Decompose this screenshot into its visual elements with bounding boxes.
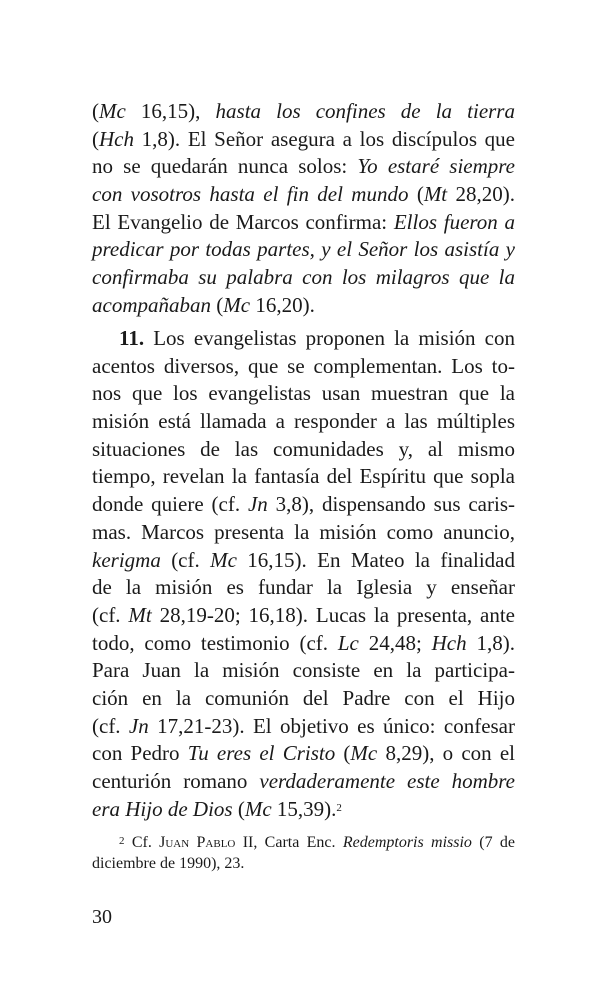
- text-run: (: [92, 126, 99, 151]
- text-line: [92, 547, 515, 575]
- citation-abbrev: Mc: [210, 547, 237, 572]
- text-run: 8,29), o con el: [377, 741, 516, 766]
- text-run: misión está llamada a responder a las múltiples: [92, 409, 515, 434]
- text-line: [92, 491, 515, 519]
- text-run: 16,15),: [125, 99, 216, 123]
- text-run: 1,8).: [466, 630, 515, 655]
- citation-abbrev: Jn: [247, 492, 268, 517]
- text-run: Cf.: [124, 834, 160, 851]
- text-run: (cf.: [92, 713, 129, 738]
- text-line: [92, 436, 515, 464]
- text-run: 16,20).: [250, 292, 315, 317]
- citation-abbrev: Jn: [128, 713, 149, 738]
- page-number: 30: [92, 906, 112, 928]
- quotation: Yo estaré siempre: [357, 154, 516, 179]
- paragraph-number: 11.: [119, 326, 145, 350]
- quotation: Ellos fueron a: [393, 209, 516, 234]
- text-run: 28,19-20; 16,18). Lucas la presenta, ante: [151, 602, 515, 627]
- text-line: [92, 325, 515, 353]
- citation-abbrev: Mt: [128, 602, 152, 627]
- citation-abbrev: Mt: [423, 182, 448, 207]
- quotation: hasta los confines de la tierra: [215, 99, 515, 123]
- text-run: El Evangelio de Marcos confirma:: [92, 209, 394, 234]
- text-run: (7 de: [471, 834, 516, 851]
- emphasis: kerigma: [92, 547, 161, 572]
- text-run: 17,21-23). El objetivo es único: confesar: [148, 713, 515, 738]
- text-run: 16,15). En Mateo la finalidad: [236, 547, 515, 572]
- text-run: 3,8), dispensando sus caris-: [267, 492, 515, 517]
- citation-abbrev: Mc: [350, 741, 378, 766]
- text-run: (cf.: [160, 547, 211, 572]
- quotation: verdaderamente este hombre: [259, 769, 515, 793]
- text-line: [92, 713, 515, 741]
- footnote-reference[interactable]: 2: [336, 801, 342, 814]
- text-run: 24,48;: [358, 630, 432, 655]
- text-line: [92, 657, 515, 685]
- citation-abbrev: Mc: [244, 796, 272, 821]
- text-run: 1,8). El Señor asegura a los discípulos que: [134, 126, 515, 151]
- text-run: (: [232, 796, 245, 821]
- footnote-marker: 2: [119, 835, 125, 847]
- text-run: de la misión es fundar la Iglesia y enseñar: [92, 575, 515, 600]
- paragraph-11: [92, 325, 515, 823]
- text-run: centurión romano: [92, 769, 260, 793]
- text-line: [92, 153, 515, 181]
- text-line: [92, 740, 515, 768]
- text-run: Los evangelistas proponen la misión con: [144, 326, 515, 350]
- text-run: Para Juan la misión consiste en la participa-: [92, 658, 515, 683]
- text-line: [92, 574, 515, 602]
- text-line: [92, 353, 515, 381]
- text-line: [92, 685, 515, 713]
- citation-abbrev: Hch: [99, 126, 134, 151]
- text-run: (: [408, 182, 424, 207]
- text-line: [92, 630, 515, 658]
- text-line: [92, 463, 515, 491]
- footnote: [92, 832, 515, 874]
- paragraph-continuation: [92, 98, 515, 320]
- text-run: donde quiere (cf.: [92, 492, 248, 517]
- text-line: [92, 796, 515, 824]
- quotation: con vosotros hasta el fin del mundo: [92, 182, 409, 207]
- document-title: Redemptoris missio: [342, 834, 472, 851]
- text-line: [92, 408, 515, 436]
- text-line: [92, 602, 515, 630]
- text-run: (: [211, 292, 224, 317]
- footnote-line: [92, 832, 515, 853]
- quotation: era Hijo de Dios: [92, 796, 233, 821]
- text-line: [92, 236, 515, 264]
- quotation: confirmaba su palabra con los milagros que la: [92, 265, 515, 290]
- text-line: [92, 126, 515, 154]
- text-run: 15,39).: [271, 796, 337, 821]
- author-name: Juan Pablo: [159, 834, 236, 851]
- citation-abbrev: Mc: [99, 99, 126, 123]
- text-run: con Pedro: [92, 741, 188, 766]
- text-run: ción en la comunión del Padre con el Hijo: [92, 685, 515, 710]
- footnote-line: [92, 853, 515, 874]
- quotation: acompañaban: [92, 292, 211, 317]
- citation-abbrev: Mc: [223, 292, 251, 317]
- text-line: [92, 380, 515, 408]
- text-run: acentos diversos, que se complementan. Los to-: [92, 353, 515, 378]
- text-run: mas. Marcos presenta la misión como anuncio,: [92, 519, 515, 544]
- text-line: [92, 768, 515, 796]
- text-line: [92, 209, 515, 237]
- text-run: (: [335, 741, 351, 766]
- text-run: tiempo, revelan la fantasía del Espíritu que sopla: [92, 464, 515, 489]
- text-run: situaciones de las comunidades y, al mismo: [92, 436, 515, 461]
- quotation: predicar por todas partes, y el Señor los asistía y: [92, 237, 515, 262]
- text-run: no se quedarán nunca solos:: [92, 154, 358, 179]
- text-line: [92, 292, 515, 320]
- text-line: [92, 181, 515, 209]
- citation-abbrev: Hch: [431, 630, 467, 655]
- text-line: [92, 519, 515, 547]
- text-run: (: [92, 99, 99, 123]
- citation-abbrev: Lc: [337, 630, 359, 655]
- text-run: todo, como testimonio (cf.: [92, 630, 338, 655]
- text-run: diciembre de 1990), 23.: [92, 855, 245, 872]
- text-run: II, Carta Enc.: [235, 834, 343, 851]
- text-run: 28,20).: [447, 182, 515, 207]
- text-line: [92, 264, 515, 292]
- text-line: [92, 98, 515, 126]
- quotation: Tu eres el Cristo: [187, 741, 336, 766]
- text-run: (cf.: [92, 602, 129, 627]
- text-run: nos que los evangelistas usan muestran que la: [92, 381, 515, 406]
